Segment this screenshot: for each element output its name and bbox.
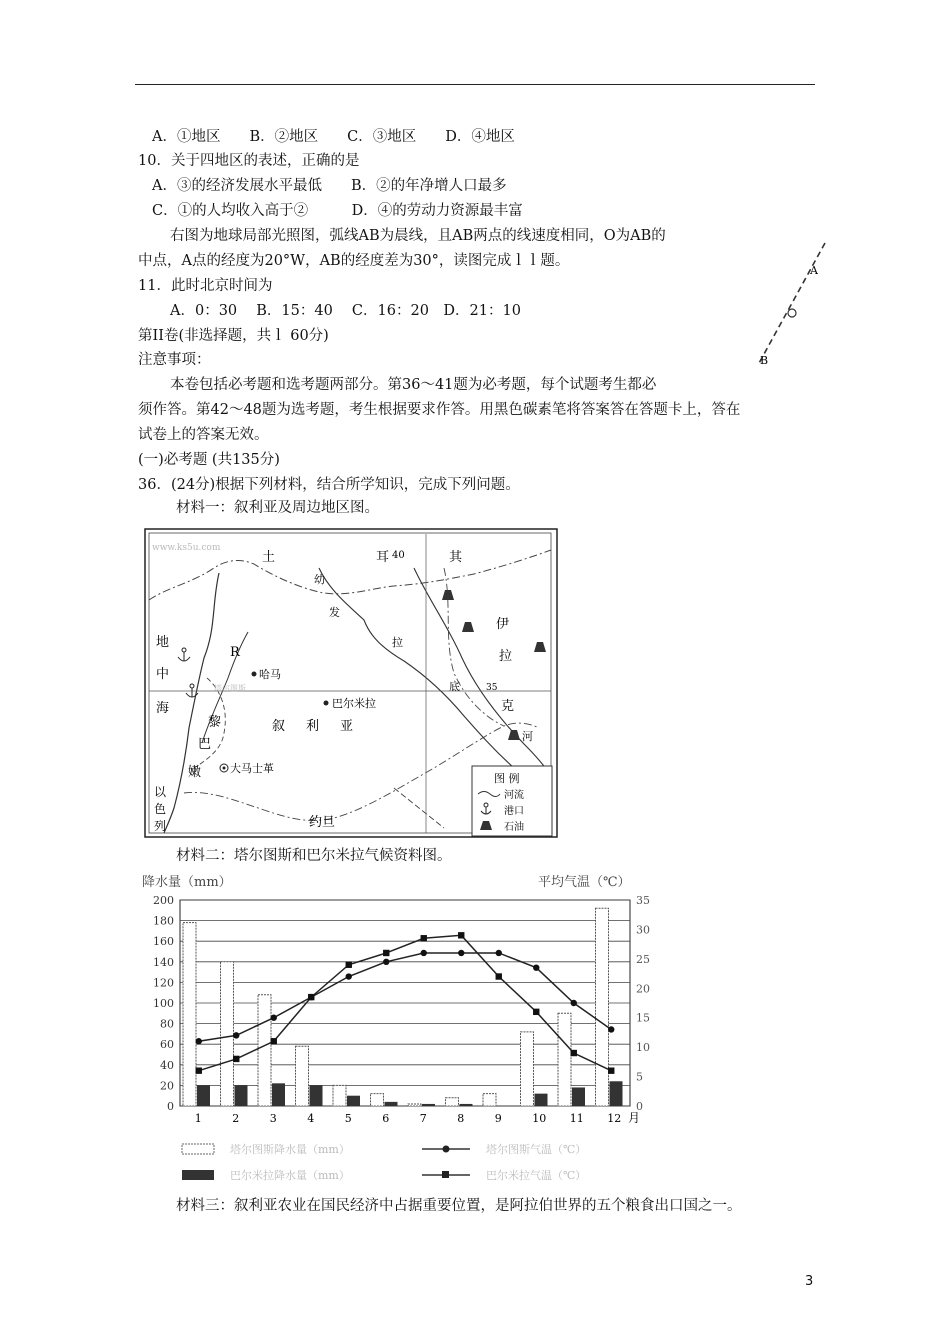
x-tick: 10 <box>532 1112 547 1125</box>
label-r: R <box>230 645 240 660</box>
y-right-tick: 30 <box>636 923 650 937</box>
bar-palmyra-precip <box>460 1104 473 1106</box>
bar-palmyra-precip <box>310 1085 323 1106</box>
bar-tartus-precip <box>558 1013 571 1106</box>
point-tartus-temp <box>533 964 539 970</box>
point-tartus-temp <box>271 1015 277 1021</box>
y-left-tick: 160 <box>153 935 174 949</box>
page-number: 3 <box>805 1274 814 1289</box>
label-lebanon-1: 黎 <box>208 715 222 730</box>
point-palmyra-temp <box>383 950 389 956</box>
x-tick: 2 <box>232 1112 240 1125</box>
q11-intro-line2: 中点，A点的经度为20°W，AB的经度差为30°，读图完成ｌｌ题。 <box>138 253 570 269</box>
point-palmyra-temp <box>346 962 352 968</box>
bar-palmyra-precip <box>535 1094 548 1106</box>
point-palmyra-temp <box>608 1067 614 1073</box>
y-right-tick: 20 <box>636 982 650 996</box>
bar-palmyra-precip <box>385 1102 398 1106</box>
legend-oil: 石油 <box>504 822 524 833</box>
material-3: 材料三：叙利亚农业在国民经济中占据重要位置，是阿拉伯世界的五个粮食出口国之一。 <box>176 1198 742 1214</box>
section-required: (一)必考题 (共135分) <box>138 452 280 468</box>
y-left-tick: 100 <box>153 997 174 1010</box>
point-tartus-temp <box>233 1032 239 1038</box>
map-legend <box>472 766 552 836</box>
month-unit: 月 <box>628 1111 641 1125</box>
y-left-tick: 0 <box>167 1100 174 1113</box>
q10-options-cd: C．①的人均收入高于② D．④的劳动力资源最丰富 <box>152 203 523 219</box>
dawn-line <box>758 243 825 365</box>
legend-title: 图 例 <box>494 772 520 785</box>
bar-tartus-precip <box>296 1046 309 1106</box>
y-left-tick: 200 <box>153 894 174 907</box>
y-left-tick: 80 <box>160 1017 174 1031</box>
y-left-ticks <box>153 894 174 1113</box>
legend-river: 河流 <box>504 790 524 801</box>
q10-options-ab: A．③的经济发展水平最低 B．②的年净增人口最多 <box>152 178 507 194</box>
label-syria-1: 叙 <box>272 719 286 734</box>
legend-solid-bar <box>182 1170 214 1180</box>
y-right-tick: 25 <box>636 952 650 966</box>
notice-p3: 试卷上的答案无效。 <box>138 427 269 443</box>
y-left-label: 降水量（mm） <box>142 875 232 890</box>
dawn-line-figure <box>740 240 830 370</box>
legend-hollow-bar <box>182 1144 214 1154</box>
point-tartus-temp <box>196 1038 202 1044</box>
y-left-tick: 180 <box>153 914 174 928</box>
label-tartus: 塔尔图斯 <box>214 684 246 693</box>
x-tick: 6 <box>382 1112 390 1125</box>
label-jordan: 约旦 <box>309 815 336 830</box>
q11-options: A．0：30 B．15：40 C．16：20 D．21：10 <box>170 303 521 319</box>
label-sea-3: 海 <box>156 701 170 716</box>
point-o-label <box>784 327 785 328</box>
legend-dot-marker <box>443 1146 450 1153</box>
label-turkey-1: 土 <box>262 550 276 565</box>
legend-series-3: 塔尔图斯气温（℃） <box>486 1143 587 1156</box>
syria-map <box>144 528 558 838</box>
x-tick: 5 <box>344 1112 352 1125</box>
palmyra-dot <box>324 701 329 706</box>
point-palmyra-temp <box>271 1038 277 1044</box>
x-tick: 1 <box>194 1112 202 1125</box>
hama-dot <box>252 672 257 677</box>
y-left-tick: 120 <box>153 976 174 990</box>
river-mark-2: 发 <box>329 606 340 619</box>
legend-series-2: 巴尔米拉降水量（mm） <box>230 1169 350 1182</box>
y-left-tick: 20 <box>160 1079 174 1093</box>
bar-tartus-precip <box>483 1094 496 1106</box>
bar-palmyra-precip <box>422 1104 435 1106</box>
notice-p1: 本卷包括必考题和选考题两部分。第36～41题为必考题，每个试题考生都必 <box>170 377 657 393</box>
river-mark-4: 底 <box>449 680 460 693</box>
map-watermark: www.ks5u.com <box>152 543 221 553</box>
y-left-tick: 40 <box>160 1058 174 1072</box>
point-tartus-temp <box>608 1026 614 1032</box>
x-tick: 4 <box>307 1112 315 1125</box>
bar-tartus-precip <box>258 995 271 1106</box>
x-tick: 7 <box>419 1112 427 1125</box>
notice-p2: 须作答。第42～48题为选考题，考生根据要求作答。用黑色碳素笔将答案答在答题卡上，答在 <box>138 402 741 418</box>
y-right-tick: 10 <box>636 1041 650 1055</box>
q10-stem: 10．关于四地区的表述，正确的是 <box>138 153 360 169</box>
legend-square-marker <box>442 1171 449 1178</box>
label-turkey-3: 其 <box>449 550 463 565</box>
label-iraq-2: 拉 <box>499 649 513 664</box>
label-syria-2: 利 <box>306 719 320 734</box>
legend-port: 港口 <box>504 806 524 817</box>
chart-legend <box>182 1142 586 1182</box>
legend-series-1: 塔尔图斯降水量（mm） <box>230 1143 350 1156</box>
point-tartus-temp <box>346 973 352 979</box>
bar-tartus-precip <box>371 1094 384 1106</box>
river-mark-5: 河 <box>522 730 533 743</box>
point-tartus-temp <box>383 959 389 965</box>
point-tartus-temp <box>421 950 427 956</box>
precip-bars <box>183 908 623 1106</box>
label-iraq-3: 克 <box>501 699 515 714</box>
x-tick: 9 <box>494 1112 502 1125</box>
bar-tartus-precip <box>521 1032 534 1106</box>
point-tartus-temp <box>571 1000 577 1006</box>
y-right-tick: 15 <box>636 1011 650 1025</box>
y-left-tick: 60 <box>160 1038 174 1052</box>
river-mark-3: 拉 <box>392 636 403 649</box>
notice-heading: 注意事项： <box>138 352 211 368</box>
label-damascus: 大马士革 <box>230 762 274 775</box>
y-right-label: 平均气温（℃） <box>538 875 631 890</box>
point-tartus-temp <box>458 950 464 956</box>
label-sea-1: 地 <box>156 635 170 650</box>
x-ticks <box>195 1112 622 1125</box>
label-iraq-1: 伊 <box>496 617 510 632</box>
bar-tartus-precip <box>446 1098 459 1106</box>
point-b-label: B <box>760 354 769 367</box>
x-tick: 11 <box>569 1112 584 1125</box>
part2-title: 第II卷(非选择题，共ｌ 60分) <box>138 328 329 344</box>
label-lebanon-3: 嫩 <box>188 765 202 780</box>
label-syria-3: 亚 <box>340 719 354 734</box>
tick-40: 40 <box>392 550 405 561</box>
label-hama: 哈马 <box>259 668 281 681</box>
label-turkey-2: 耳 <box>376 550 390 565</box>
bar-palmyra-precip <box>272 1083 285 1106</box>
y-right-ticks <box>636 894 650 1113</box>
point-a-label: A <box>810 264 818 277</box>
point-palmyra-temp <box>533 1009 539 1015</box>
bar-palmyra-precip <box>610 1081 623 1106</box>
point-o-marker <box>788 309 796 317</box>
damascus-dot <box>223 767 226 770</box>
legend-series-4: 巴尔米拉气温（℃） <box>486 1169 587 1182</box>
bar-tartus-precip <box>408 1104 421 1106</box>
label-israel-1: 以 <box>154 785 167 799</box>
point-palmyra-temp <box>308 994 314 1000</box>
label-palmyra: 巴尔米拉 <box>332 697 376 710</box>
tick-35: 35 <box>486 683 498 693</box>
x-tick: 8 <box>457 1112 465 1125</box>
y-left-tick: 140 <box>153 955 174 969</box>
point-palmyra-temp <box>458 932 464 938</box>
x-tick: 3 <box>269 1112 277 1125</box>
river-mark-1: 幼 <box>314 573 325 586</box>
bar-palmyra-precip <box>572 1087 585 1106</box>
point-palmyra-temp <box>233 1056 239 1062</box>
climate-chart <box>140 870 660 1190</box>
point-tartus-temp <box>496 950 502 956</box>
q11-intro-line1: 右图为地球局部光照图，弧线AB为晨线，且AB两点的线速度相同，O为AB的 <box>170 228 666 244</box>
bar-tartus-precip <box>333 1085 346 1106</box>
point-palmyra-temp <box>421 935 427 941</box>
point-palmyra-temp <box>196 1067 202 1073</box>
q11-stem: 11．此时北京时间为 <box>138 278 273 294</box>
point-palmyra-temp <box>496 973 502 979</box>
bar-tartus-precip <box>183 923 196 1106</box>
y-right-tick: 5 <box>636 1070 643 1084</box>
label-lebanon-2: 巴 <box>198 737 212 752</box>
label-sea-2: 中 <box>156 667 170 682</box>
point-palmyra-temp <box>571 1050 577 1056</box>
label-israel-3: 列 <box>154 819 167 833</box>
x-tick: 12 <box>607 1112 622 1125</box>
label-israel-2: 色 <box>154 802 167 816</box>
bar-palmyra-precip <box>197 1085 210 1106</box>
bar-tartus-precip <box>221 962 234 1106</box>
material-2: 材料二：塔尔图斯和巴尔米拉气候资料图。 <box>176 848 452 864</box>
y-right-tick: 0 <box>636 1100 643 1113</box>
y-right-tick: 35 <box>636 894 650 907</box>
q36-stem: 36．(24分)根据下列材料，结合所学知识，完成下列问题。 <box>138 477 520 493</box>
bar-palmyra-precip <box>235 1085 248 1106</box>
material-1: 材料一：叙利亚及周边地区图。 <box>176 500 379 516</box>
header-rule <box>135 84 815 85</box>
q9-options: A．①地区 B．②地区 C．③地区 D．④地区 <box>152 129 515 145</box>
bar-palmyra-precip <box>347 1096 360 1106</box>
bar-tartus-precip <box>596 908 609 1106</box>
